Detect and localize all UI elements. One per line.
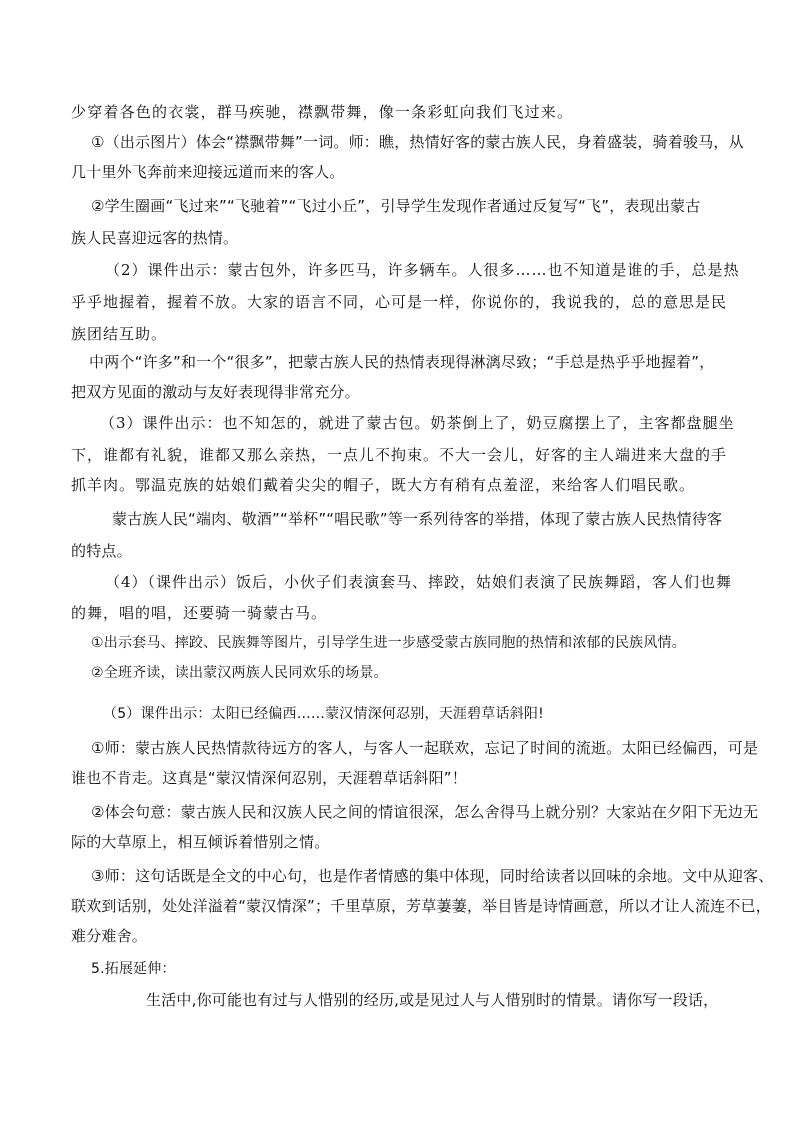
paragraph-line: ②学生圈画“飞过来”“飞驰着”“飞过小丘”，引导学生发现作者通过反复写“飞”，表现出蒙古 <box>91 197 701 215</box>
paragraph-line: 下，谁都有礼貌，谁都又那么亲热，一点儿不拘束。不大一会儿，好客的主人端进来大盘的手 <box>71 446 728 464</box>
paragraph-line: 少穿着各色的衣裳，群马疾驰，襟飘带舞，像一条彩虹向我们飞过来。 <box>71 103 574 121</box>
paragraph-line: ①（出示图片）体会“襟飘带舞”一词。师：瞧，热情好客的蒙古族人民，身着盛装，骑着骏马，从 <box>91 133 744 151</box>
paragraph-line: ①师：蒙古族人民热情款待远方的客人，与客人一起联欢，忘记了时间的流逝。太阳已经偏西，可是 <box>91 739 759 757</box>
paragraph-line: 蒙古族人民“端肉、敬酒”“举杯”“唱民歌”等一系列待客的举措，体现了蒙古族人民热情待客 <box>112 510 723 528</box>
paragraph-line: 几十里外飞奔前来迎接远道而来的客人。 <box>71 163 345 181</box>
paragraph-line: 族团结互助。 <box>71 325 168 343</box>
paragraph-line: 中两个“许多”和一个“很多”，把蒙古族人民的热情表现得淋漓尽致；“手总是热乎乎地握着”， <box>89 353 715 371</box>
paragraph-line: 族人民喜迎远客的热情。 <box>71 229 239 247</box>
paragraph-line: ②体会句意：蒙古族人民和汉族人民之间的情谊很深，怎么舍得马上就分别？大家站在夕阳下无边无 <box>91 803 759 821</box>
paragraph-line: 抓羊肉。鄂温克族的姑娘们戴着尖尖的帽子，既大方有稍有点羞涩，来给客人们唱民歌。 <box>71 476 696 494</box>
paragraph-line: 联欢到话别，处处洋溢着“蒙汉情深”；千里草原，芳草萋萋，举目皆是诗情画意，所以才让人流连不已， <box>71 897 771 915</box>
paragraph-line: （5）课件出示：太阳已经偏西……蒙汉情深何忍别，天涯碧草话斜阳! <box>103 706 544 722</box>
paragraph-line: （3）课件出示：也不知怎的，就进了蒙古包。奶茶倒上了，奶豆腐摆上了，主客都盘腿坐 <box>100 414 735 432</box>
paragraph-line: 乎乎地握着，握着不放。大家的语言不同，心可是一样，你说你的，我说我的，总的意思是民 <box>71 293 728 311</box>
paragraph-line: ③师：这句话既是全文的中心句，也是作者情感的集中体现，同时给读者以回味的余地。文中从迎客、 <box>91 867 774 885</box>
paragraph-line: 难分难舍。 <box>71 927 148 945</box>
section-heading: 5.拓展延伸： <box>91 961 176 977</box>
paragraph-line: 把双方见面的激动与友好表现得非常充分。 <box>71 383 360 401</box>
paragraph-line: （2）课件出示：蒙古包外，许多匹马，许多辆车。人很多……也不知道是谁的手，总是热 <box>105 261 740 279</box>
paragraph-line: 的舞，唱的唱，还要骑一骑蒙古马。 <box>71 604 328 622</box>
paragraph-line: 谁也不肯走。这真是“蒙汉情深何忍别，天涯碧草话斜阳”！ <box>71 769 467 787</box>
paragraph-line: 生活中,你可能也有过与人惜别的经历,或是见过人与人惜别时的情景。请你写一段话， <box>146 991 719 1009</box>
paragraph-line: 际的大草原上，相互倾诉着惜别之情。 <box>71 833 330 851</box>
paragraph-line: ①出示套马、摔跤、民族舞等图片，引导学生进一步感受蒙古族同胞的热情和浓郁的民族风情。 <box>91 635 686 651</box>
paragraph-line: （4）（课件出示）饭后，小伙子们表演套马、摔跤，姑娘们表演了民族舞蹈，客人们也舞 <box>105 573 733 591</box>
paragraph-line: ②全班齐读，读出蒙汉两族人民同欢乐的场景。 <box>91 665 388 681</box>
paragraph-line: 的特点。 <box>71 542 132 560</box>
